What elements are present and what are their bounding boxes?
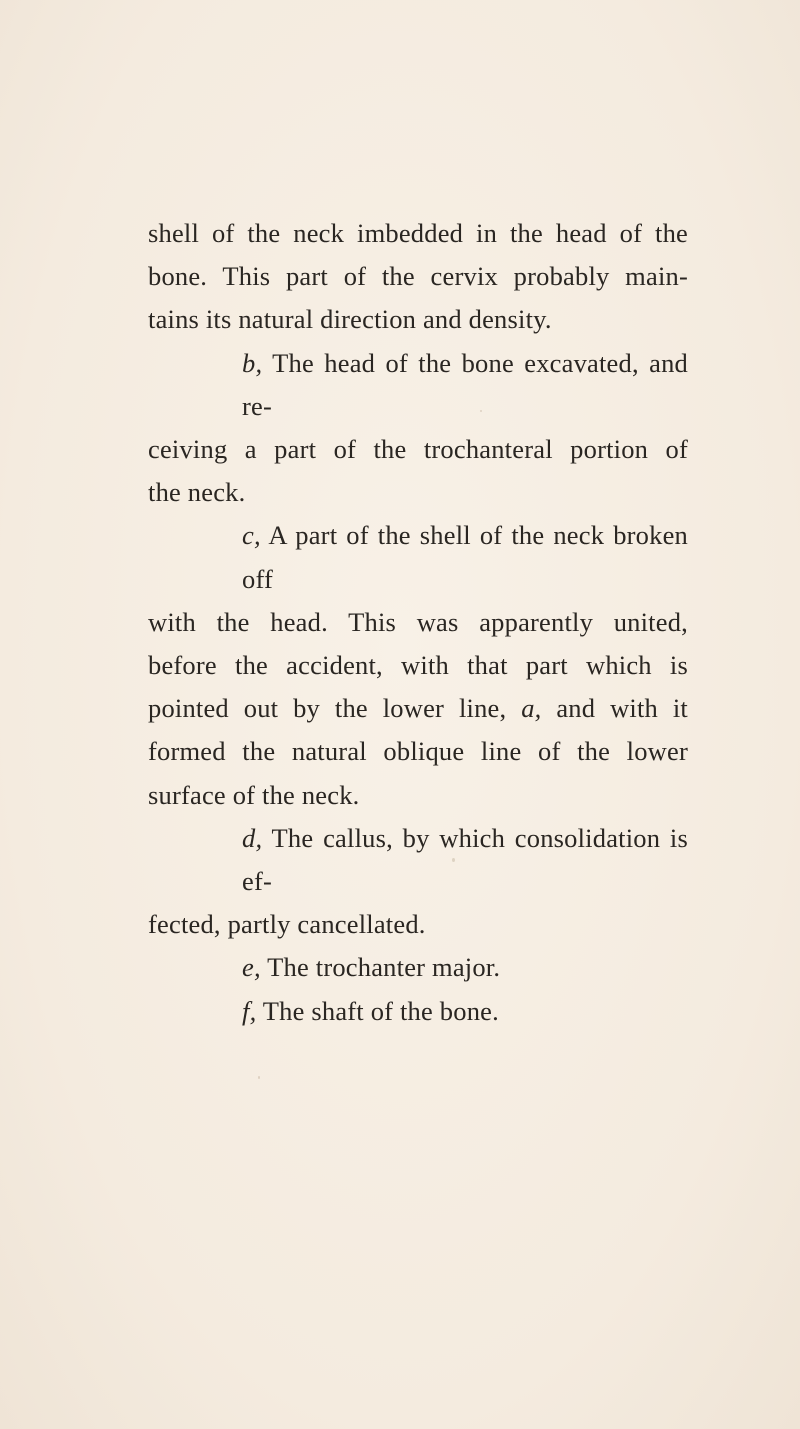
text-fragment: The trochanter major. <box>260 952 501 983</box>
text-fragment: and with it <box>541 693 688 724</box>
text-line <box>148 687 688 730</box>
item-label: c, <box>242 520 261 551</box>
text-line: before the accident, with that part which is <box>148 650 688 681</box>
paragraph-c <box>148 514 688 816</box>
item-label: d, <box>242 822 263 853</box>
text-fragment: A part of the shell of the neck broken off <box>242 520 688 594</box>
inline-label: a, <box>521 693 542 724</box>
text-line: fected, partly cancellated. <box>148 909 426 940</box>
item-label: e, <box>242 952 261 983</box>
text-line <box>148 514 688 600</box>
paragraph-e <box>148 946 688 989</box>
paragraph-d <box>148 817 688 947</box>
text-line: bone. This part of the cervix probably main- <box>148 261 688 292</box>
text-line <box>148 817 688 903</box>
text-line: ceiving a part of the trochanteral portion of <box>148 434 688 465</box>
item-label: b, <box>242 347 263 378</box>
text-line <box>148 342 688 428</box>
text-fragment: The head of the bone excavated, and re- <box>242 347 688 421</box>
paragraph-b <box>148 342 688 515</box>
text-fragment: pointed out by the lower line, <box>148 693 522 724</box>
text-line <box>148 990 688 1033</box>
text-line: surface of the neck. <box>148 779 360 810</box>
text-line <box>148 946 688 989</box>
text-line: tains its natural direction and density. <box>148 304 552 335</box>
paper-speck <box>258 1076 260 1079</box>
text-line: with the head. This was apparently united, <box>148 606 688 637</box>
text-fragment: The shaft of the bone. <box>256 995 499 1026</box>
paragraph-f <box>148 990 688 1033</box>
item-label: f, <box>242 995 257 1026</box>
text-line: the neck. <box>148 477 246 508</box>
body-text <box>148 212 688 1033</box>
text-line: shell of the neck imbedded in the head of the <box>148 218 688 248</box>
text-line: formed the natural oblique line of the lower <box>148 736 688 767</box>
paragraph-intro <box>148 212 688 342</box>
text-fragment: The callus, by which consolidation is ef- <box>242 822 688 897</box>
